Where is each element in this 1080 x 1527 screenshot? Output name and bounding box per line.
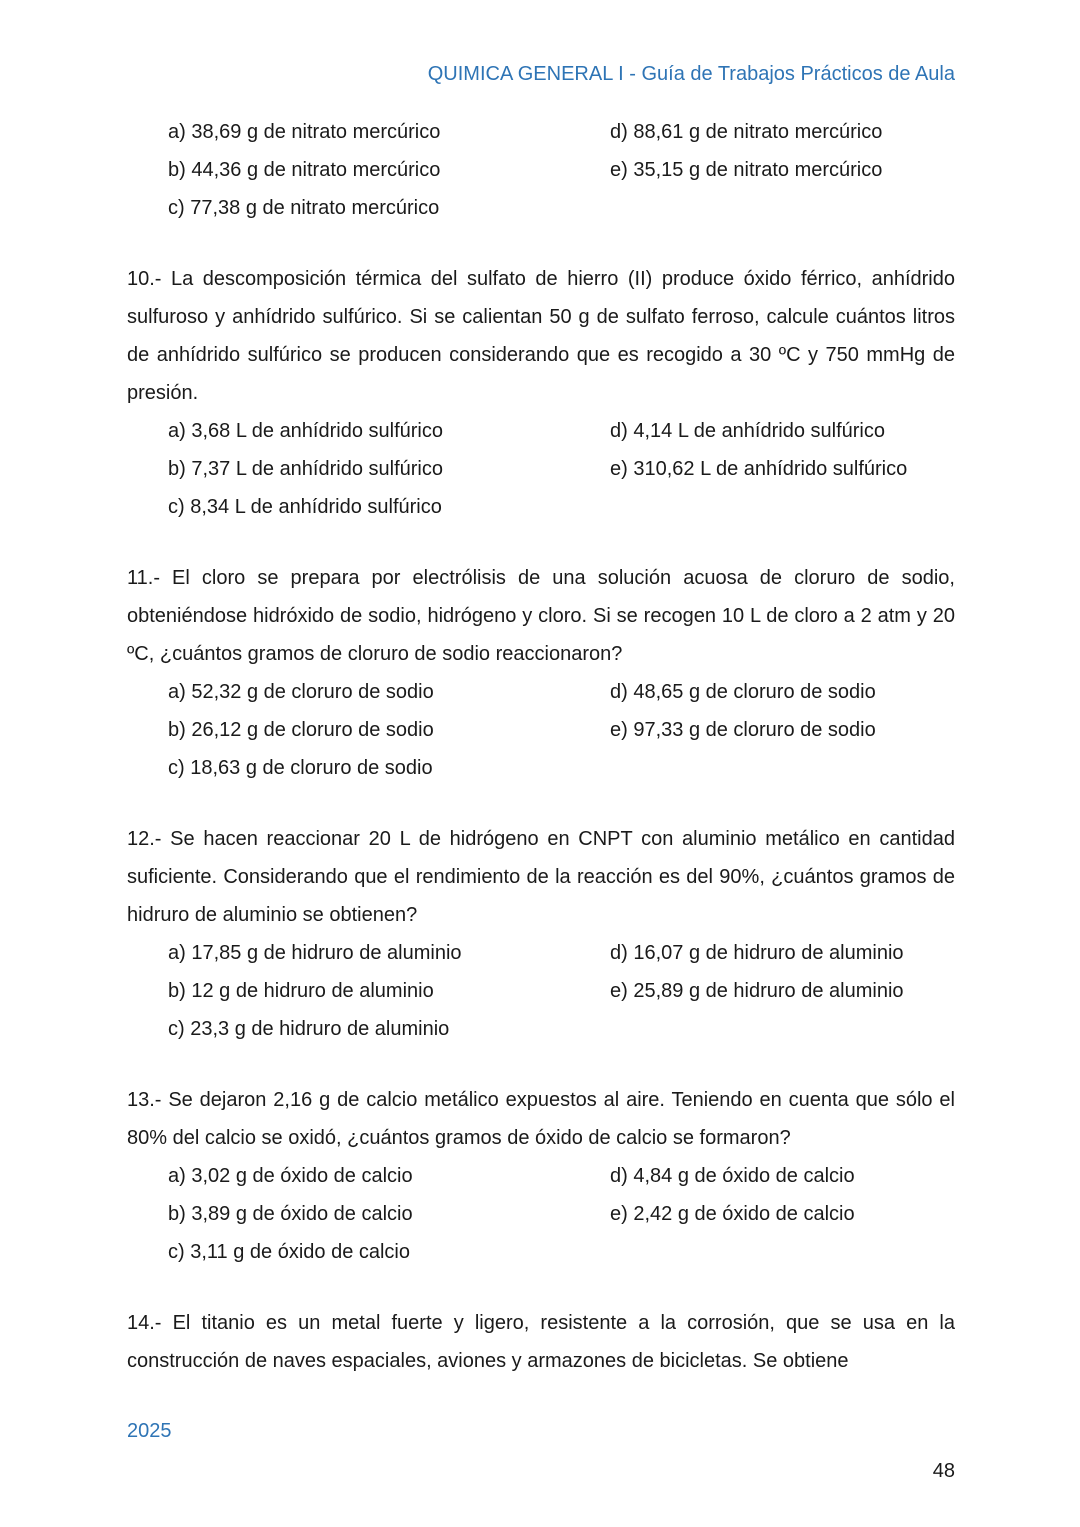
options-list xyxy=(168,673,955,787)
page-number: 48 xyxy=(932,1460,955,1482)
question-text: 10.- La descomposición térmica del sulfato de hierro (II) produce óxido férrico, anhídrido sulfuroso y anhídrido sulfúrico. Si se calientan 50 g de sulfato ferroso, calcule cuántos litros de anhídrido sulfúrico se producen considerando que es recogido a 30 ºC y 750 mmHg de presión. xyxy=(127,268,955,404)
question-11 xyxy=(127,559,955,787)
answer-option-empty xyxy=(610,488,955,526)
question-text: 14.- El titanio es un metal fuerte y ligero, resistente a la corrosión, que se usa en la construcción de naves espaciales, aviones y armazones de bicicletas. Se obtiene xyxy=(127,1312,955,1372)
question-12 xyxy=(127,820,955,1048)
option-row xyxy=(168,189,955,227)
answer-option: c) 18,63 g de cloruro de sodio xyxy=(168,757,433,779)
answer-option-empty xyxy=(610,189,955,227)
footer-year: 2025 xyxy=(127,1420,172,1442)
answer-option: e) 25,89 g de hidruro de aluminio xyxy=(610,980,904,1002)
answer-option: e) 35,15 g de nitrato mercúrico xyxy=(610,159,883,181)
answer-option: d) 4,84 g de óxido de calcio xyxy=(610,1165,855,1187)
question-14 xyxy=(127,1304,955,1380)
answer-option: d) 4,14 L de anhídrido sulfúrico xyxy=(610,420,885,442)
answer-option: b) 26,12 g de cloruro de sodio xyxy=(168,719,434,741)
answer-option: a) 3,68 L de anhídrido sulfúrico xyxy=(168,420,443,442)
question-9-options xyxy=(168,113,955,227)
answer-option: a) 3,02 g de óxido de calcio xyxy=(168,1165,413,1187)
answer-option: b) 12 g de hidruro de aluminio xyxy=(168,980,434,1002)
answer-option: d) 88,61 g de nitrato mercúrico xyxy=(610,121,883,143)
option-row xyxy=(168,450,955,488)
options-list xyxy=(168,934,955,1048)
answer-option: e) 97,33 g de cloruro de sodio xyxy=(610,719,876,741)
option-row xyxy=(168,972,955,1010)
answer-option: b) 7,37 L de anhídrido sulfúrico xyxy=(168,458,443,480)
option-row xyxy=(168,1010,955,1048)
answer-option-empty xyxy=(610,1010,955,1048)
answer-option: c) 3,11 g de óxido de calcio xyxy=(168,1241,411,1263)
answer-option: c) 77,38 g de nitrato mercúrico xyxy=(168,197,440,219)
answer-option-empty xyxy=(610,749,955,787)
answer-option: a) 38,69 g de nitrato mercúrico xyxy=(168,121,441,143)
option-row xyxy=(168,934,955,972)
option-row xyxy=(168,488,955,526)
option-row xyxy=(168,113,955,151)
question-10 xyxy=(127,260,955,526)
answer-option: a) 17,85 g de hidruro de aluminio xyxy=(168,942,462,964)
question-13 xyxy=(127,1081,955,1271)
option-row xyxy=(168,673,955,711)
question-text: 13.- Se dejaron 2,16 g de calcio metálico expuestos al aire. Teniendo en cuenta que sólo el 80% del calcio se oxidó, ¿cuántos gramos de óxido de calcio se formaron? xyxy=(127,1089,955,1149)
answer-option: a) 52,32 g de cloruro de sodio xyxy=(168,681,434,703)
answer-option: e) 2,42 g de óxido de calcio xyxy=(610,1203,855,1225)
option-row xyxy=(168,412,955,450)
page-header: QUIMICA GENERAL I - Guía de Trabajos Prácticos de Aula xyxy=(427,63,955,85)
answer-option: b) 3,89 g de óxido de calcio xyxy=(168,1203,413,1225)
answer-option: c) 8,34 L de anhídrido sulfúrico xyxy=(168,496,442,518)
option-row xyxy=(168,1195,955,1233)
option-row xyxy=(168,1157,955,1195)
answer-option: b) 44,36 g de nitrato mercúrico xyxy=(168,159,441,181)
answer-option-empty xyxy=(610,1233,955,1271)
options-list xyxy=(168,412,955,526)
option-row xyxy=(168,711,955,749)
answer-option: d) 48,65 g de cloruro de sodio xyxy=(610,681,876,703)
option-row xyxy=(168,749,955,787)
question-text: 11.- El cloro se prepara por electrólisis de una solución acuosa de cloruro de sodio, obteniéndose hidróxido de sodio, hidrógeno y cloro. Si se recogen 10 L de cloro a 2 atm y 20 ºC, ¿cuántos gramos de cloruro de sodio reaccionaron? xyxy=(127,567,955,665)
option-row xyxy=(168,151,955,189)
answer-option: e) 310,62 L de anhídrido sulfúrico xyxy=(610,458,908,480)
options-list xyxy=(168,1157,955,1271)
question-text: 12.- Se hacen reaccionar 20 L de hidrógeno en CNPT con aluminio metálico en cantidad suficiente. Considerando que el rendimiento de la reacción es del 90%, ¿cuántos gramos de hidruro de aluminio se obtienen? xyxy=(127,828,955,926)
option-row xyxy=(168,1233,955,1271)
answer-option: c) 23,3 g de hidruro de aluminio xyxy=(168,1018,450,1040)
answer-option: d) 16,07 g de hidruro de aluminio xyxy=(610,942,904,964)
